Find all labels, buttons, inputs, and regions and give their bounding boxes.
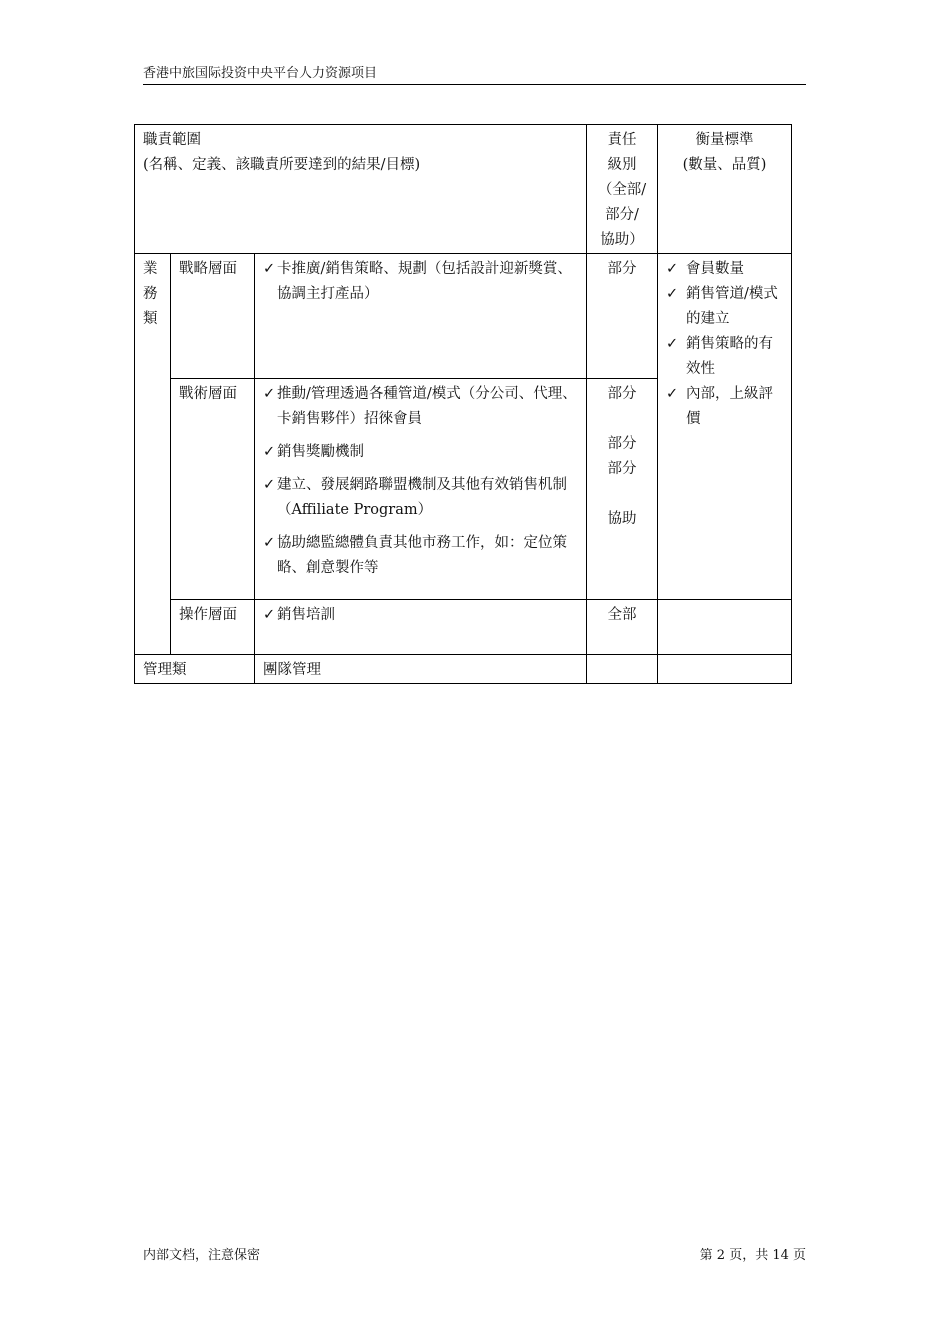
measure-standard-header: 衡量標準 (數量、品質) [658,125,792,254]
scope-header-cell [135,125,587,254]
resp-cell: 部分 [587,254,658,379]
empty-cell [658,655,792,684]
check-icon: ✓ [263,607,276,623]
level-tactical: 戰術層面 [171,379,255,600]
measures-cell [658,254,792,600]
task-item: ✓ 卡推廣/銷售策略、規劃（包括設計迎新獎賞、協調主打產品） [263,257,578,307]
task-item: ✓ 銷售培訓 [263,603,578,628]
tasks-cell [255,254,587,379]
tasks-cell [255,379,587,600]
resp-cell: 部分 部分 部分 協助 [587,379,658,600]
level-operational: 操作層面 [171,600,255,655]
task-item: ✓ 推動/管理透過各種管道/模式（分公司、代理、卡銷售夥伴）招徠會員 [263,382,578,432]
footer-confidential: 内部文档，注意保密 [143,1248,261,1263]
scope-description: (名稱、定義、該職責所要達到的結果/目標) [143,157,421,173]
check-icon: ✓ [263,386,276,402]
responsibility-level-header: 責任 級別 （全部/ 部分/ 協助） [587,125,658,254]
table-row [135,254,792,379]
empty-cell [587,655,658,684]
level-strategic: 戰略層面 [171,254,255,379]
tasks-cell [255,600,587,655]
list-item: ✓ 銷售策略的有效性 [666,332,783,382]
category-management: 管理類 [135,655,255,684]
check-icon: ✓ [263,477,276,493]
footer-page-number: 第 2 页，共 14 页 [699,1248,806,1263]
task-item: ✓ 銷售獎勵機制 [263,440,578,465]
category-business-cell: 業 務 類 [135,254,171,655]
responsibility-table [134,124,792,684]
table-header-row [135,125,792,254]
task-item: ✓ 協助總監總體負責其他市務工作，如：定位策略、創意製作等 [263,531,578,581]
list-item: ✓ 銷售管道/模式的建立 [666,282,783,332]
empty-cell [658,600,792,655]
check-icon: ✓ [666,261,679,277]
header-title: 香港中旅国际投资中央平台人力资源项目 [143,66,378,81]
check-icon: ✓ [263,444,276,460]
measure-list [666,257,783,432]
scope-title: 職責範圍 [143,132,201,148]
check-icon: ✓ [263,261,276,277]
resp-cell: 全部 [587,600,658,655]
table-row [135,655,792,684]
page-header [143,64,806,85]
table-row [135,600,792,655]
list-item: ✓ 會員數量 [666,257,783,282]
check-icon: ✓ [666,286,679,302]
task-item: ✓ 建立、發展網路聯盟機制及其他有效销售机制（Affiliate Program） [263,473,578,523]
check-icon: ✓ [666,386,679,402]
check-icon: ✓ [263,535,276,551]
list-item: ✓ 內部，上級評價 [666,382,783,432]
management-task: 團隊管理 [255,655,587,684]
check-icon: ✓ [666,336,679,352]
